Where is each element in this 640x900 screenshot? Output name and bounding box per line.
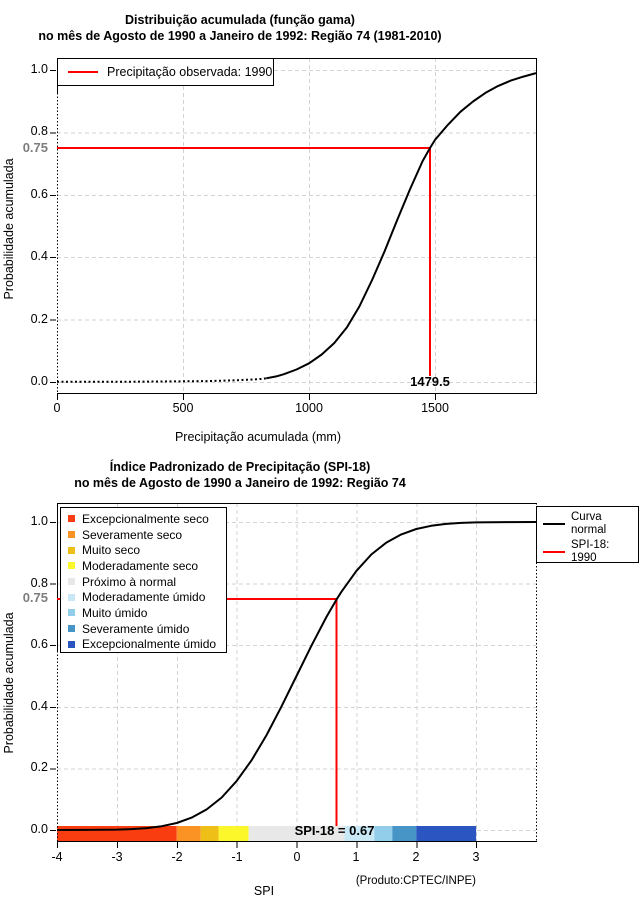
spi-category-item [68, 527, 226, 543]
y-tick-label: 0.4 [30, 699, 48, 713]
x-tick-label: -4 [51, 850, 63, 864]
x-tick-label: 3 [472, 850, 480, 864]
cdf-curve-flat [57, 378, 266, 381]
spi-category-label: Severamente úmido [82, 621, 190, 636]
product-credit: (Produto:CPTEC/INPE) [355, 875, 476, 887]
y-tick-label: 0.2 [30, 760, 48, 774]
cdf-curve [266, 73, 536, 378]
x-tick-label: 0 [293, 850, 301, 864]
bottom-chart-title-line2: no mês de Agosto de 1990 a Janeiro de 1992: Região 74 [74, 476, 406, 490]
x-tick-label: 2 [412, 850, 420, 864]
x-tick-label: 500 [172, 401, 194, 415]
curve-legend-item [543, 511, 636, 537]
spi-category-marker [68, 515, 75, 522]
y-tick-label: 0.8 [30, 576, 48, 590]
spi-category-marker [68, 594, 75, 601]
y-tick-label: 0.8 [30, 124, 48, 138]
spi-category-marker [68, 641, 75, 648]
curve-legend-marker [543, 551, 565, 553]
spi-category-item [68, 621, 226, 637]
bottom-chart-title [0, 459, 480, 491]
observed-value-line [57, 148, 430, 376]
curve-legend-item [543, 539, 636, 565]
curve-legend-marker [543, 523, 565, 525]
bottom-chart-title-line1: Índice Padronizado de Precipitação (SPI-18) [109, 460, 371, 474]
spi-category-label: Muito seco [82, 543, 141, 558]
top-prob-075-label: 0.75 [22, 140, 48, 155]
spi-category-item [68, 637, 226, 653]
top-chart-title-line2: no mês de Agosto de 1990 a Janeiro de 1992: Região 74 (1981-2010) [38, 29, 442, 43]
spi-colorbar-segment [219, 826, 249, 841]
spi-category-label: Muito úmido [82, 605, 148, 620]
y-tick-label: 0.0 [30, 374, 48, 388]
bottom-prob-075-label: 0.75 [22, 590, 48, 605]
x-tick-label: -1 [231, 850, 243, 864]
spi-category-label: Próximo à normal [82, 574, 177, 589]
y-tick-label: 1.0 [30, 62, 48, 76]
top-precip-value-label: 1479.5 [410, 374, 450, 389]
spi-category-label: Moderadamente seco [82, 558, 199, 573]
spi-colorbar-segment [416, 826, 476, 841]
y-tick-label: 0.0 [30, 822, 48, 836]
spi-value-label: SPI-18 = 0.67 [294, 823, 375, 838]
y-tick-label: 1.0 [30, 514, 48, 528]
observed-line-swatch [68, 71, 98, 73]
x-tick-label: 1 [352, 850, 360, 864]
spi-category-label: Severamente seco [82, 527, 183, 542]
spi-category-label: Excepcionalmente seco [82, 511, 209, 526]
y-tick-label: 0.4 [30, 249, 48, 263]
bottom-x-axis-label: SPI [253, 884, 275, 898]
y-tick-label: 0.6 [30, 637, 48, 651]
top-legend-label: Precipitação observada: 1990 [107, 65, 273, 79]
curve-legend-label: SPI-18: 1990 [571, 539, 610, 564]
spi-category-marker [68, 625, 75, 632]
spi-category-item [68, 558, 226, 574]
spi-category-marker [68, 562, 75, 569]
spi-category-item [68, 605, 226, 621]
top-chart-title [0, 12, 480, 44]
spi-category-item [68, 542, 226, 558]
top-x-axis-label: Precipitação acumulada (mm) [174, 430, 342, 444]
x-tick-label: 1500 [421, 401, 449, 415]
x-tick-label: 0 [53, 401, 61, 415]
bottom-y-axis-label: Probabilidade acumulada [2, 612, 16, 754]
spi-colorbar-segment [57, 826, 177, 841]
curve-legend-label: Curva normal [571, 511, 607, 536]
top-y-axis-label: Probabilidade acumulada [2, 158, 16, 300]
spi-category-marker [68, 547, 75, 554]
spi-category-marker [68, 578, 75, 585]
x-tick-label: 1000 [295, 401, 323, 415]
y-tick-label: 0.6 [30, 187, 48, 201]
spi-colorbar-segment [201, 826, 219, 841]
spi-colorbar-segment [177, 826, 201, 841]
spi-category-marker [68, 609, 75, 616]
top-legend [57, 58, 274, 86]
spi-category-item [68, 511, 226, 527]
spi-category-item [68, 574, 226, 590]
spi-category-item [68, 589, 226, 605]
spi-category-label: Moderadamente úmido [82, 590, 206, 605]
x-tick-label: -2 [171, 850, 183, 864]
y-tick-label: 0.2 [30, 312, 48, 326]
x-tick-label: -3 [111, 850, 123, 864]
spi-category-legend [60, 507, 227, 653]
top-chart-title-line1: Distribuição acumulada (função gama) [125, 13, 355, 27]
spi-category-label: Excepcionalmente úmido [82, 637, 217, 652]
spi-category-marker [68, 531, 75, 538]
bottom-curve-legend [536, 506, 639, 563]
